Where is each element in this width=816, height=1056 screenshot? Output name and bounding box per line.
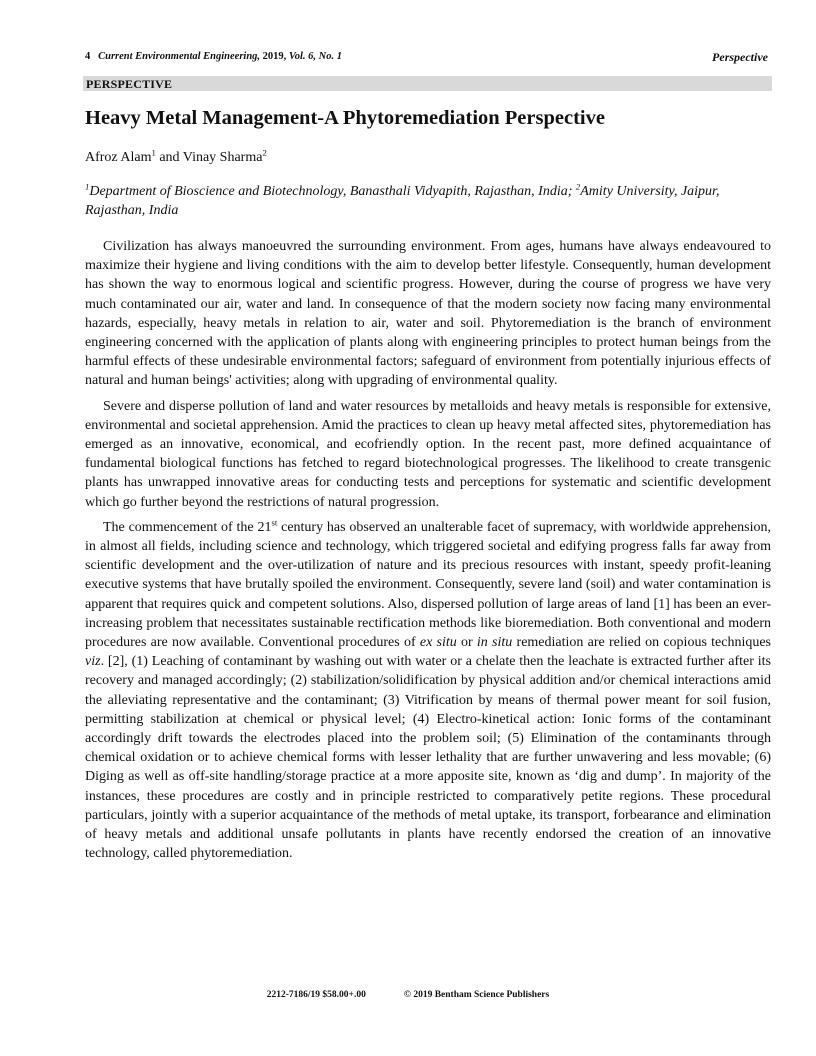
ordinal-superscript: st: [271, 517, 278, 528]
issn-price: 2212-7186/19 $58.00+.00: [266, 990, 366, 1000]
italic-term: in situ: [476, 635, 513, 651]
author-list: [85, 148, 267, 168]
affiliation-text: Department of Bioscience and Biotechnology, Banasthali Vidyapith, Rajasthan, India;: [89, 184, 576, 199]
italic-term: ex situ: [419, 635, 457, 651]
italic-term: viz: [85, 654, 101, 670]
article-body: [85, 237, 771, 870]
affiliation-mark: 1: [151, 147, 156, 158]
article-title: Heavy Metal Management-A Phytoremediation Perspective: [85, 107, 605, 129]
author-name: Afroz Alam: [85, 150, 152, 165]
text-run: The commencement of the 21: [103, 519, 272, 535]
author-name: Vinay Sharma: [182, 150, 263, 165]
affiliations: [85, 182, 775, 220]
journal-year: 2019,: [260, 51, 289, 62]
running-head-citation: [85, 49, 342, 65]
copyright-notice: © 2019 Bentham Science Publishers: [403, 990, 550, 1000]
page-footer: [0, 988, 816, 1002]
journal-name: Current Environmental Engineering,: [98, 51, 261, 62]
affiliation-text: Amity University, Jaipur, Rajasthan, India: [85, 184, 720, 218]
author-separator: and: [155, 150, 183, 165]
affiliation-mark: 1: [85, 181, 90, 192]
body-paragraph: [85, 518, 771, 864]
text-run: century has observed an unalterable facet of supremacy, with worldwide apprehension, in almost all fields, including science and technology, which triggered societal and edifying progress falls far away from scientific development and the over-utilization of nature and its precious resources with instant, speedy profit-leaning executive systems that have brutally spoiled the environment. Consequently, severe land (soil) and water contamination is apparent that requires quick and competent solutions. Also, dispersed pollution of large areas of land [1] has been an ever-increasing problem that necessitates sustainable rectification methods like bioremediation. Both conventional and modern procedures are now available. Conventional procedures of: [85, 519, 771, 651]
text-run: . [2], (1) Leaching of contaminant by washing out with water or a chelate then the leachate is extracted further after its recovery and managed accordingly; (2) stabilization/solidification by physical addition and/or chemical interactions amid the alleviating representative and the contaminant; (3) Vitrification by means of thermal power meant for soil fusion, permitting stabilization at chemical or physical level; (4) Electro-kinetical action: Ionic forms of the contaminant accordingly drift towards the electrodes placed into the problem soil; (5) Elimination of the contaminants through chemical oxidation or to achieve chemical forms with lesser lethality that are further unwavering and less movable; (6) Diging as well as off-site handling/storage practice at a more apposite site, known as ‘dig and dump’. In majority of the instances, these procedures are costly and in principle restricted to comparatively petite regions. These procedural particulars, jointly with a superior acquaintance of the methods of metal uptake, its transport, forbearance and elimination of heavy metals and additional unsafe pollutants in plants have recently endorsed the creation of an innovative technology, called phytoremediation.: [85, 654, 771, 862]
page-number: 4: [85, 51, 91, 62]
body-paragraph: Civilization has always manoeuvred the surrounding environment. From ages, humans have always endeavoured to maximize their hygiene and living conditions with the aim to develop better lifestyle. Consequently, human development has shown the way to enormous logical and scientific progress. However, during the course of progress we have very much contaminated our air, water and land. In consequence of that the modern society now facing many environmental hazards, especially, heavy metals in relation to air, water and soil. Phytoremediation is the branch of environment engineering concerned with the application of plants along with engineering principles to protect human beings from the harmful effects of these undesirable environmental factors; safeguard of environment from potentially injurious effects of natural and human beings' activities; along with upgrading of environmental quality.: [85, 239, 771, 389]
running-head-section: Perspective: [712, 50, 768, 64]
text-run: or: [456, 635, 477, 651]
running-head: [85, 49, 768, 65]
text-run: remediation are relied on copious techniques: [512, 635, 772, 651]
affiliation-mark: 2: [262, 147, 267, 158]
body-paragraph: Severe and disperse pollution of land and water resources by metalloids and heavy metals is responsible for extensive, environmental and societal apprehension. Amid the practices to clean up heavy metal affected sites, phytoremediation has emerged as an innovative, economical, and ecofriendly option. In the recent past, more defined acquaintance of fundamental biological functions has fetched to regard biotechnological progresses. The likelihood to create transgenic plants has unwrapped innovative areas for conducting tests and perceptions for systematic and scientific development which go further beyond the restrictions of natural progression.: [85, 398, 771, 510]
journal-volume: Vol. 6, No. 1: [288, 51, 343, 62]
affiliation-mark: 2: [575, 181, 581, 192]
article-type-band: PERSPECTIVE: [83, 76, 772, 91]
